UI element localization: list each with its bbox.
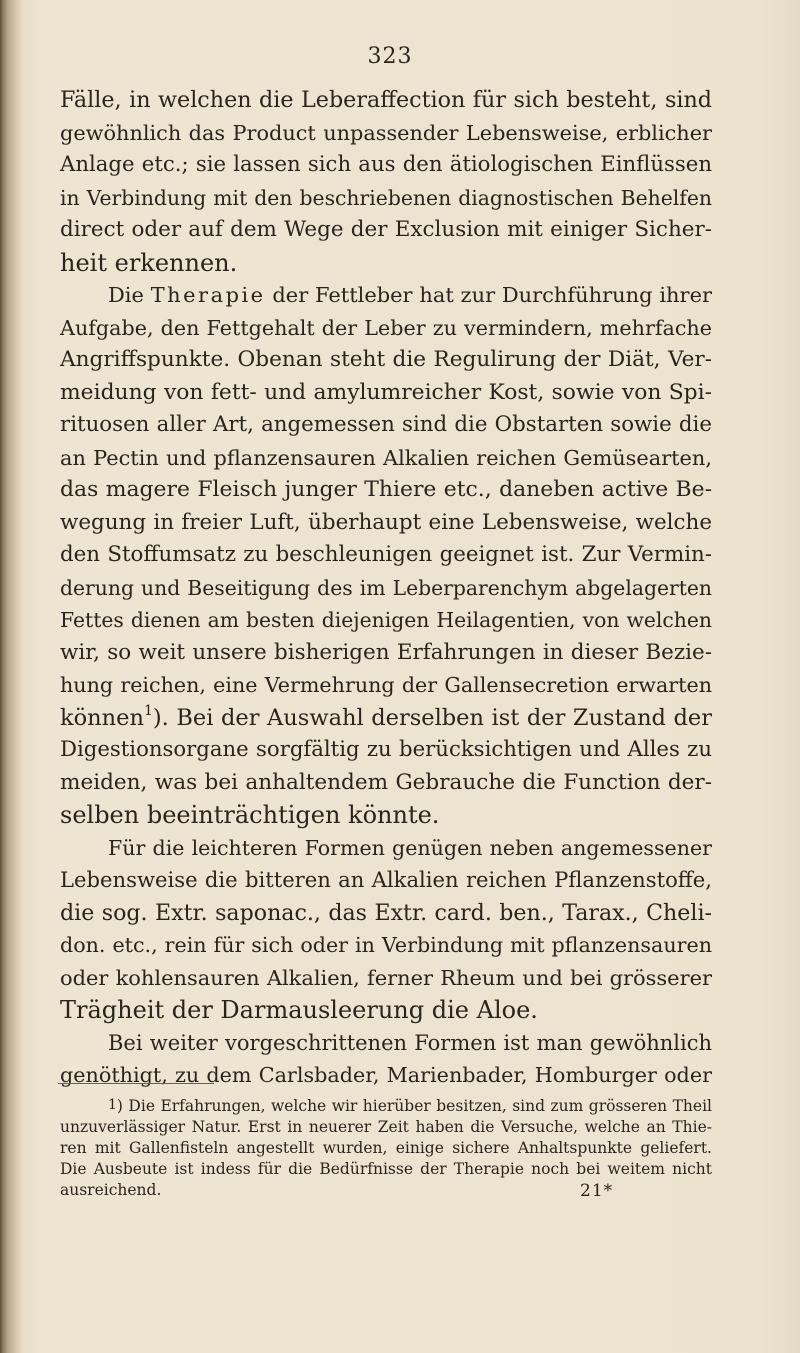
text-line: in Verbindung mit den beschriebenen diagnostischen Behelfen [60,185,712,210]
text-line: Fettes dienen am besten diejenigen Heilagentien, von welchen [60,608,712,632]
paragraph-first-line [60,279,712,312]
text-line: wegung in freier Luft, überhaupt eine Lebensweise, welche [60,509,712,535]
text-fragment: können [60,704,144,731]
footnote [60,1096,712,1201]
page-number: 323 [367,44,413,69]
text-fragment: ) Die Erfahrungen, welche wir hierüber besitzen, sind zum grösseren Theil [116,1097,712,1115]
text-line: meiden, was bei anhaltendem Gebrauche die Function der- [60,769,712,795]
text-line: meidung von fett- und amylumreicher Kost, sowie von Spi- [60,379,712,405]
text-line: derung und Beseitigung des im Leberparenchym abgelagerten [60,575,712,600]
text-line: Angriffspunkte. Obenan steht die Regulirung der Diät, Ver- [60,347,712,372]
text-fragment: der Fettleber hat zur Durchführung ihrer [265,283,712,307]
text-line: Für die leichteren Formen genügen neben angemessener [108,835,712,860]
text-line: selben beeinträchtigen könnte. [60,801,440,829]
text-line: direct oder auf dem Wege der Exclusion mit einiger Sicher- [60,217,712,242]
text-line: Anlage etc.; sie lassen sich aus den ätiologischen Einflüssen [60,152,712,177]
footnote-divider [58,1083,214,1084]
text-line: heit erkennen. [60,248,238,277]
footnote-line: ausreichend. [60,1181,162,1199]
footnote-mark: 1 [108,1097,117,1113]
body-text [60,84,712,1092]
footnote-line: unzuverlässiger Natur. Erst in neuerer Zeit haben die Versuche, welche an Thie- [60,1118,712,1136]
text-line: Trägheit der Darmausleerung die Aloe. [60,996,538,1024]
text-fragment: ). Bei der Auswahl derselben ist der Zustand der [152,704,712,731]
text-line: hung reichen, eine Vermehrung der Gallensecretion erwarten [60,673,712,697]
text-line: Digestionsorgane sorgfältig zu berücksichtigen und Alles zu [60,737,712,762]
text-line: das magere Fleisch junger Thiere etc., daneben active Be- [60,477,712,502]
text-line: die sog. Extr. saponac., das Extr. card. ben., Tarax., Cheli- [60,899,712,926]
page-gutter-shadow [0,0,22,1353]
text-fragment: Die [108,283,151,307]
footnote-reference-line [60,702,712,735]
text-line: Lebensweise die bitteren an Alkalien reichen Pflanzenstoffe, [60,867,712,892]
text-line: rituosen aller Art, angemessen sind die Obstarten sowie die [60,412,712,437]
text-line: wir, so weit unsere bisherigen Erfahrungen in dieser Bezie- [60,639,712,665]
footnote-reference-mark: 1 [143,702,153,719]
text-line: Fälle, in welchen die Leberaffection für sich besteht, sind [60,87,712,113]
text-line: Aufgabe, den Fettgehalt der Leber zu vermindern, mehrfache [60,315,712,340]
text-line: genöthigt, zu dem Carlsbader, Marienbader, Homburger oder [60,1063,712,1087]
footnote-line: ren mit Gallenfisteln angestellt wurden, einige sichere Anhaltspunkte geliefert. [60,1139,712,1157]
text-line: gewöhnlich das Product unpassender Lebensweise, erblicher [60,120,712,145]
emphasized-word-therapie: Therapie [150,283,266,307]
text-line: an Pectin und pflanzensauren Alkalien reichen Gemüsearten, [60,445,712,470]
signature-mark: 21* [580,1181,614,1201]
text-line: don. etc., rein für sich oder in Verbindung mit pflanzensauren [60,933,712,957]
text-line: oder kohlensauren Alkalien, ferner Rheum und bei grösserer [60,965,712,990]
text-line: den Stoffumsatz zu beschleunigen geeignet ist. Zur Vermin- [60,542,712,567]
text-line: Bei weiter vorgeschrittenen Formen ist man gewöhnlich [108,1030,712,1055]
footnote-first-line [60,1096,712,1117]
footnote-line: Die Ausbeute ist indess für die Bedürfnisse der Therapie noch bei weitem nicht [60,1160,712,1178]
